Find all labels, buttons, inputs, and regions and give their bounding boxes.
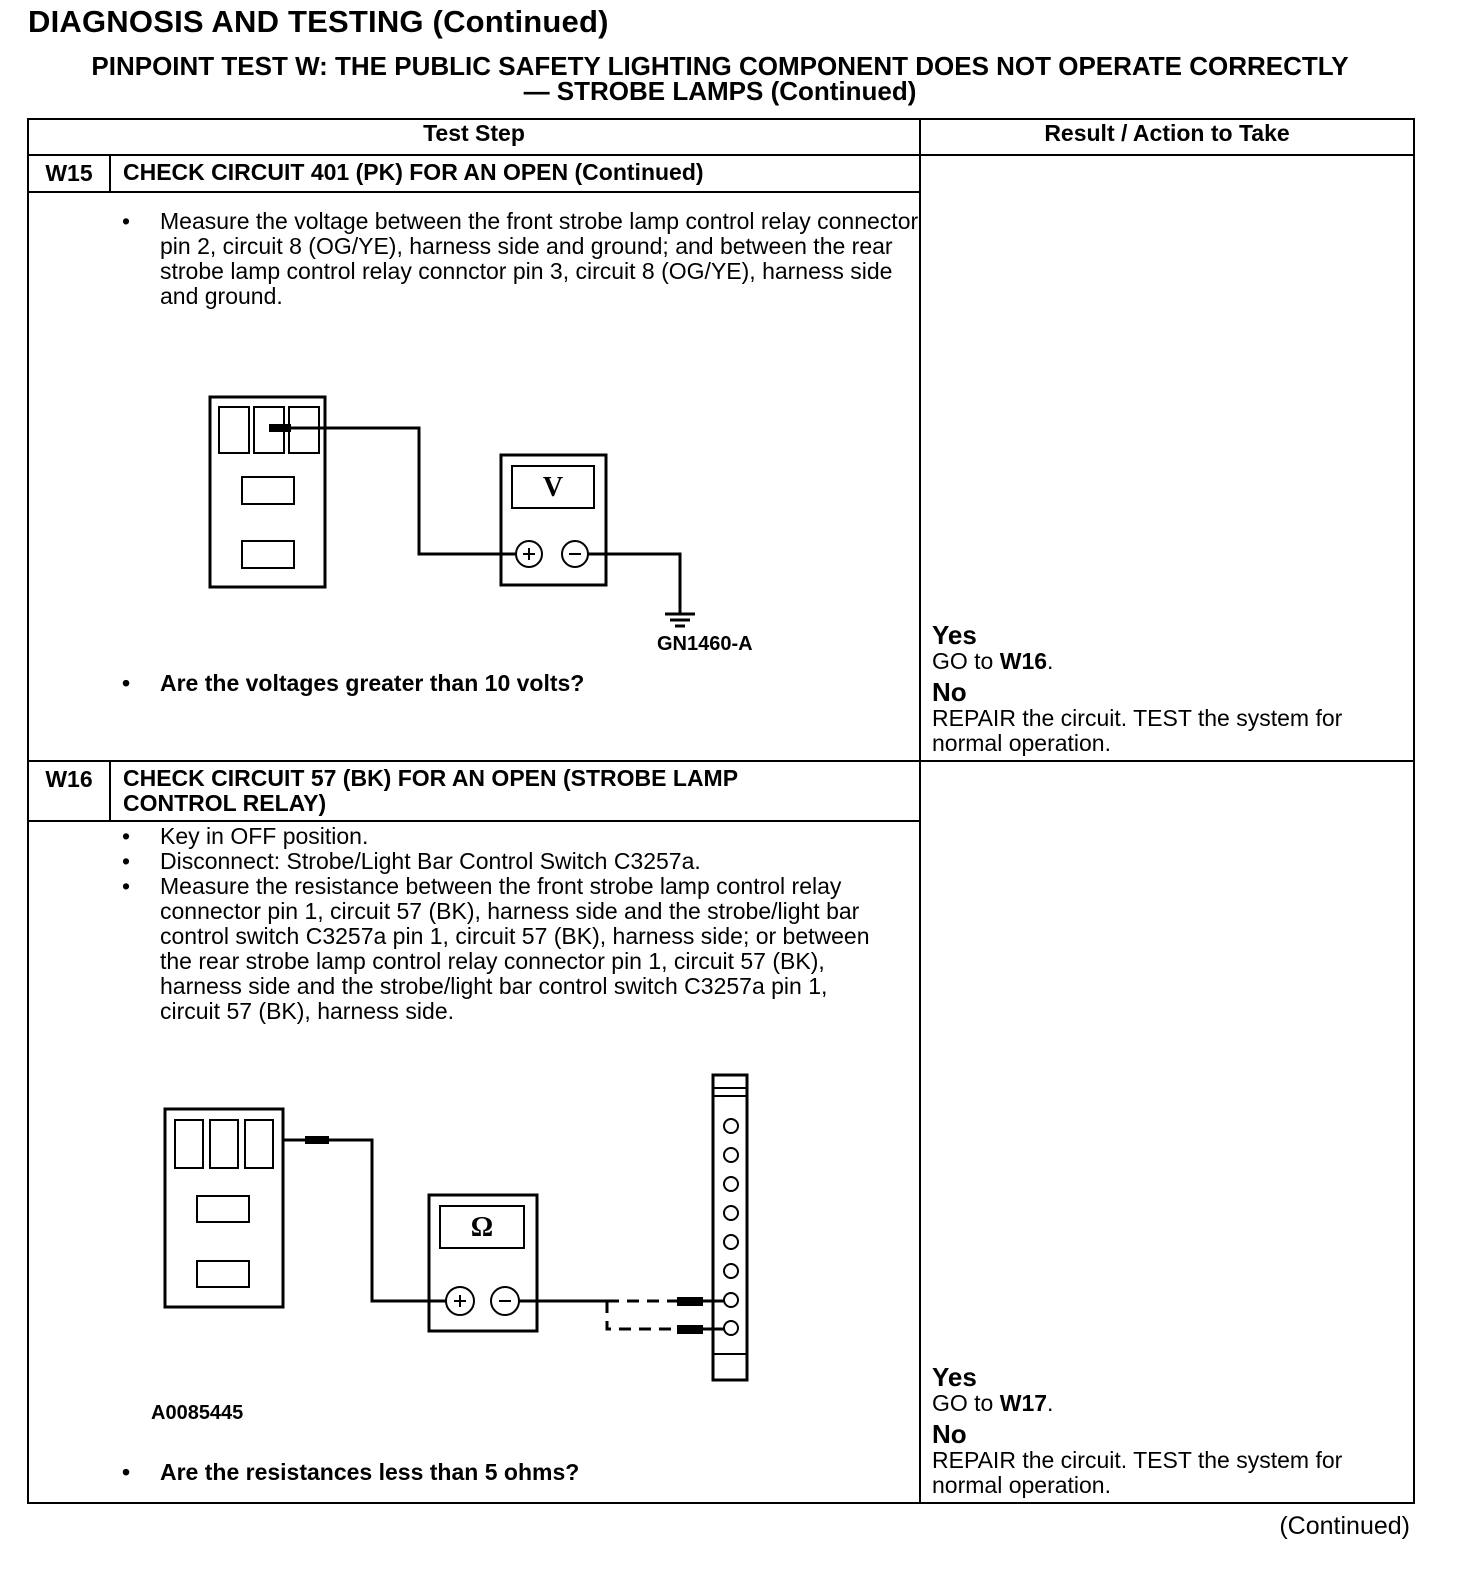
step-id: W16 — [29, 762, 111, 820]
result-block — [932, 1363, 1402, 1498]
step-w16-test — [28, 761, 920, 1503]
meter-symbol: Ω — [470, 1212, 494, 1243]
step-w16-heading — [29, 762, 919, 822]
pinpoint-test-table — [27, 118, 1415, 1504]
step-w15-heading — [29, 156, 919, 193]
step-w16-instructions — [29, 824, 919, 1024]
list-item: • Measure the voltage between the front strobe lamp control relay connector pin 2, circuit 8 (OG/YE), harness side and ground; and between the rear strobe lamp control relay connctor pin 3, circuit 8 (OG/YE), harness side and ground. — [122, 209, 919, 309]
yes-action: GO to W17. — [932, 1390, 1054, 1416]
page-title: DIAGNOSIS AND TESTING (Continued) — [28, 4, 609, 39]
list-item: • Measure the resistance between the front strobe lamp control relay connector pin 1, circuit 57 (BK), harness side and the strobe/light bar control switch C3257a pin 1, circuit 57 (BK), harness side; or between the rear strobe lamp control relay connector pin 1, circuit 57 (BK), harness side and the strobe/light bar control switch C3257a pin 1, circuit 57 (BK), harness side. — [122, 874, 919, 1024]
no-label: No — [932, 677, 967, 707]
result-block — [932, 621, 1402, 756]
step-w15-instructions — [29, 209, 919, 309]
figure-voltage-test — [29, 309, 919, 671]
yes-label: Yes — [932, 1362, 977, 1392]
figure-code: A0085445 — [151, 1402, 244, 1424]
no-action: REPAIR the circuit. TEST the system for normal operation. — [932, 1447, 1343, 1498]
step-w15-result — [920, 155, 1414, 761]
resistance-test-diagram — [29, 1024, 919, 1460]
step-row-w16 — [28, 761, 1414, 1503]
test-title-line2: — STROBE LAMPS (Continued) — [523, 76, 917, 106]
list-item: • Disconnect: Strobe/Light Bar Control Switch C3257a. — [122, 849, 919, 874]
col-test-step: Test Step — [28, 119, 920, 155]
col-result: Result / Action to Take — [920, 119, 1414, 155]
test-title-line1: PINPOINT TEST W: THE PUBLIC SAFETY LIGHTING COMPONENT DOES NOT OPERATE CORRECTLY — [91, 51, 1349, 81]
list-item: • Key in OFF position. — [122, 824, 919, 849]
step-id: W15 — [29, 156, 111, 191]
question: • Are the voltages greater than 10 volts? — [122, 671, 919, 696]
relay-connector — [210, 397, 325, 587]
relay-connector — [165, 1109, 283, 1307]
step-w16-result — [920, 761, 1414, 1503]
question: • Are the resistances less than 5 ohms? — [122, 1460, 919, 1485]
step-w16-question — [29, 1460, 919, 1485]
table-header-row — [28, 119, 1414, 155]
no-action: REPAIR the circuit. TEST the system for normal operation. — [932, 705, 1343, 756]
meter-symbol: V — [542, 472, 564, 503]
figure-resistance-test — [29, 1024, 919, 1460]
no-label: No — [932, 1419, 967, 1449]
step-title: CHECK CIRCUIT 57 (BK) FOR AN OPEN (STROBE LAMP CONTROL RELAY) — [123, 765, 738, 816]
step-title: CHECK CIRCUIT 401 (PK) FOR AN OPEN (Continued) — [123, 159, 704, 185]
step-row-w15 — [28, 155, 1414, 761]
yes-action: GO to W16. — [932, 648, 1054, 674]
yes-label: Yes — [932, 620, 977, 650]
step-w15-test — [28, 155, 920, 761]
pinpoint-test-title — [0, 51, 1440, 106]
step-w15-question — [29, 671, 919, 696]
continued-footer: (Continued) — [1279, 1512, 1410, 1540]
voltage-test-diagram — [29, 309, 919, 671]
figure-code: GN1460-A — [657, 633, 753, 655]
